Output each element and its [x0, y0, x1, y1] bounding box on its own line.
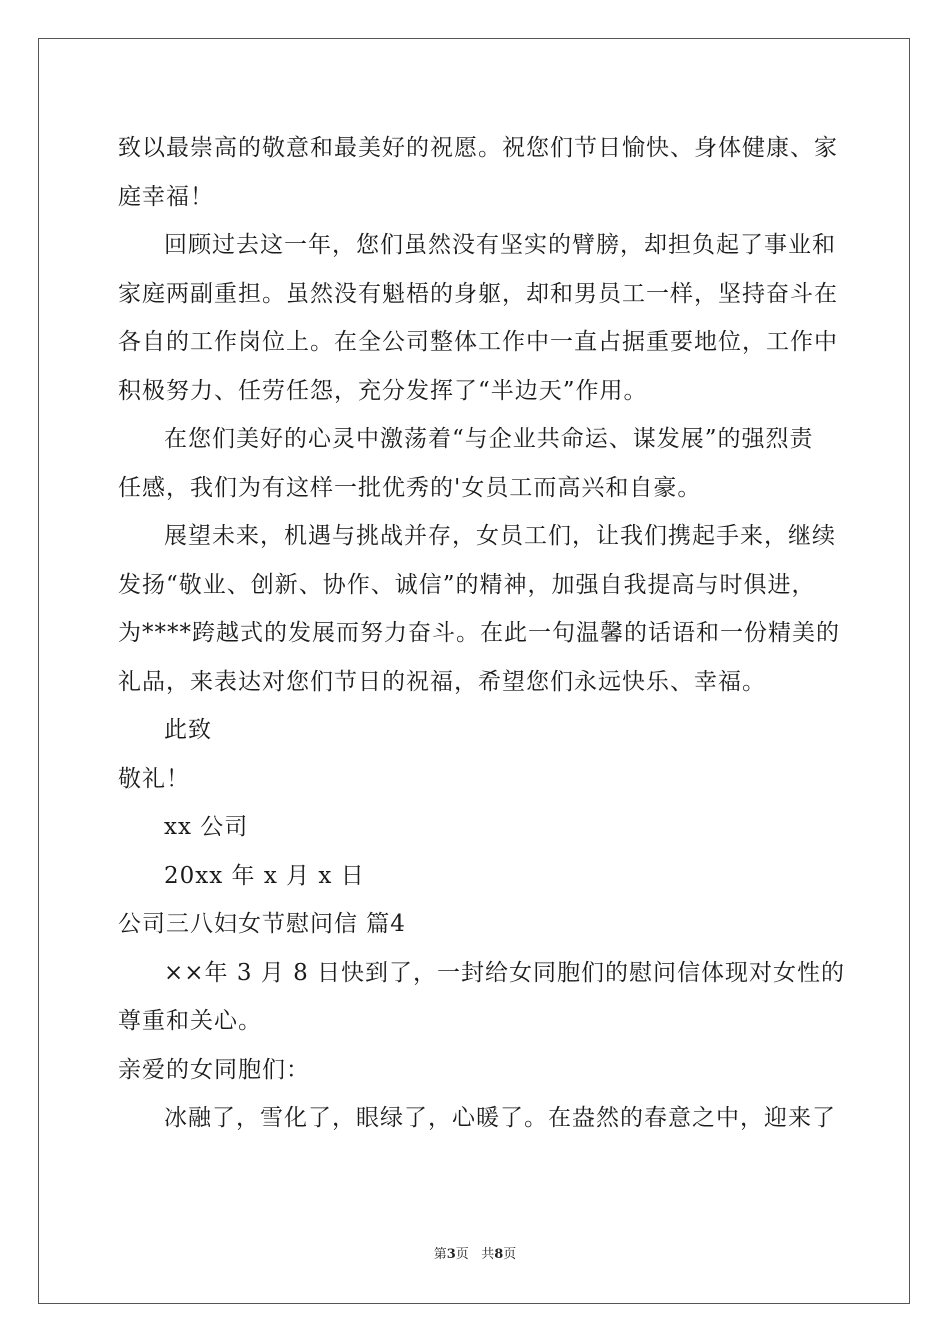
footer-total-prefix: 共 — [481, 1247, 495, 1262]
text-line: 尊重和关心。 — [118, 1008, 262, 1034]
text-line: 家庭两副重担。虽然没有魁梧的身躯，却和男员工一样，坚持奋斗在 — [118, 280, 838, 307]
footer-page-number: 3 — [446, 1247, 456, 1262]
text-line: 冰融了，雪化了，眼绿了，心暖了。在盎然的春意之中，迎来了 — [164, 1105, 836, 1131]
text-line: 积极努力、任劳任怨，充分发挥了“半边天”作用。 — [118, 377, 648, 404]
text-line: 各自的工作岗位上。在全公司整体工作中一直占据重要地位，工作中 — [118, 329, 838, 355]
text-line: 亲爱的女同胞们： — [118, 1056, 310, 1083]
footer-page-prefix: 第 — [433, 1247, 447, 1262]
text-line: 庭幸福！ — [118, 183, 214, 210]
text-line: 此致 — [164, 717, 212, 743]
text-line: 在您们美好的心灵中激荡着“与企业共命运、谋发展”的强烈责 — [164, 426, 814, 452]
text-line: 公司三八妇女节慰问信 篇4 — [118, 911, 406, 937]
document-body — [118, 124, 846, 1143]
footer-total-suffix: 页 — [503, 1247, 517, 1262]
text-line: 任感，我们为有这样一批优秀的'女员工而高兴和自豪。 — [118, 474, 702, 501]
footer-total-pages: 8 — [494, 1247, 504, 1262]
text-line: 展望未来，机遇与挑战并存，女员工们，让我们携起手来，继续 — [164, 523, 836, 549]
footer-page-suffix: 页 — [455, 1247, 469, 1262]
text-line: ××年 3 月 8 日快到了，一封给女同胞们的慰问信体现对女性的 — [164, 959, 846, 986]
text-line: 发扬“敬业、创新、协作、诚信”的精神，加强自我提高与时俱进， — [118, 571, 816, 598]
text-line: 为****跨越式的发展而努力奋斗。在此一句温馨的话语和一份精美的 — [118, 620, 840, 646]
page-footer — [0, 1246, 950, 1264]
text-line: xx 公司 — [164, 814, 249, 840]
text-line: 致以最崇高的敬意和最美好的祝愿。祝您们节日愉快、身体健康、家 — [118, 135, 838, 161]
text-line: 礼品，来表达对您们节日的祝福，希望您们永远快乐、幸福。 — [118, 668, 766, 695]
text-line: 回顾过去这一年，您们虽然没有坚实的臂膀，却担负起了事业和 — [164, 232, 836, 258]
text-line: 20xx 年 x 月 x 日 — [164, 862, 365, 889]
text-line: 敬礼！ — [118, 765, 190, 792]
